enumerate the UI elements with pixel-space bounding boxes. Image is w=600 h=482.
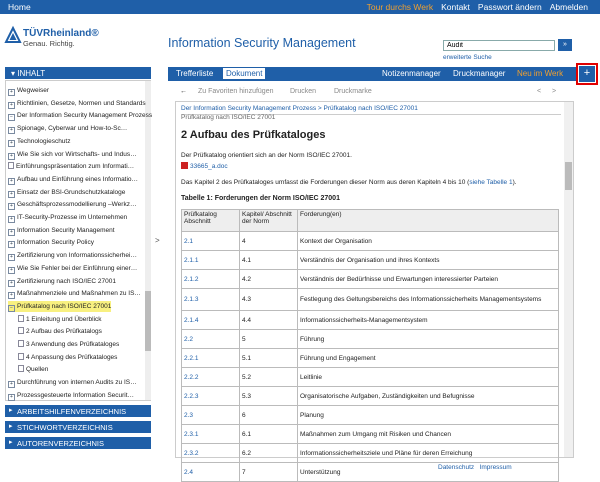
tree-scrollbar-thumb[interactable] bbox=[145, 291, 151, 351]
requirements-table bbox=[181, 209, 559, 482]
tree-item[interactable] bbox=[8, 390, 134, 401]
table-cell-link[interactable]: 2.1.1 bbox=[182, 251, 240, 270]
accordion-autoren[interactable]: ▸ AUTORENVERZEICHNIS bbox=[5, 437, 151, 449]
tree-item[interactable] bbox=[8, 123, 127, 134]
tree-item-label: IT-Security-Prozesse im Unternehmen bbox=[17, 214, 128, 221]
expand-icon[interactable]: + bbox=[8, 178, 15, 185]
table-cell: Unterstützung bbox=[298, 463, 559, 482]
privacy-link[interactable]: Datenschutz bbox=[438, 464, 475, 471]
tree-item[interactable] bbox=[8, 149, 137, 160]
tree-item[interactable] bbox=[8, 225, 115, 236]
page-title: Information Security Management bbox=[168, 36, 356, 50]
tree-item-label: Richtlinien, Gesetze, Normen und Standards bbox=[17, 99, 146, 107]
accordion-arbeitshilfen[interactable]: ▸ ARBEITSHILFENVERZEICHNIS bbox=[5, 405, 151, 417]
chapter-text bbox=[181, 179, 517, 186]
document-icon[interactable] bbox=[18, 365, 24, 372]
table-row bbox=[182, 387, 559, 406]
table-cell: 4.3 bbox=[240, 289, 298, 311]
expand-icon[interactable]: + bbox=[8, 241, 15, 248]
table-row bbox=[182, 406, 559, 425]
add-plus-button[interactable]: + bbox=[579, 66, 595, 82]
tree-item-label: Wie Sie Fehler bei der Einführung einer… bbox=[17, 264, 138, 272]
breadcrumb[interactable]: Der Information Security Management Prozess > Prüfkatalog nach ISO/IEC 27001 bbox=[181, 105, 418, 112]
table-cell: 5.1 bbox=[240, 349, 298, 368]
document-icon[interactable] bbox=[8, 162, 14, 169]
panel-splitter-icon[interactable]: > bbox=[155, 236, 160, 245]
table-cell: 5.2 bbox=[240, 368, 298, 387]
tree-item[interactable] bbox=[18, 314, 102, 325]
tree-item-label: 4 Anpassung des Prüfkataloges bbox=[26, 353, 118, 361]
table-cell: 4.1 bbox=[240, 251, 298, 270]
table-cell-link[interactable]: 2.2 bbox=[182, 330, 240, 349]
tree-item[interactable] bbox=[18, 326, 102, 337]
add-favorites-button[interactable]: Zu Favoriten hinzufügen bbox=[198, 88, 274, 95]
table-row bbox=[182, 311, 559, 330]
document-icon[interactable] bbox=[18, 353, 24, 360]
tree-item-label: 3 Anwendung des Prüfkataloges bbox=[26, 341, 120, 348]
change-password-link[interactable]: Passwort ändern bbox=[477, 2, 542, 12]
tree-item-label: Der Information Security Management Prozess bbox=[17, 112, 153, 120]
expand-icon[interactable]: + bbox=[8, 229, 15, 236]
table-cell: Leitlinie bbox=[298, 368, 559, 387]
document-tab-bar bbox=[168, 67, 577, 81]
table-cell: 5.3 bbox=[240, 387, 298, 406]
tab-print-manager[interactable]: Druckmanager bbox=[453, 69, 506, 78]
tab-results[interactable]: Trefferliste bbox=[176, 69, 214, 78]
tree-item-label: Prozessgesteuerte Information Securit… bbox=[17, 391, 135, 399]
table-header: Forderung(en) bbox=[298, 210, 559, 232]
table-row bbox=[182, 444, 559, 463]
table-cell: Verständnis der Organisation und ihres Kontexts bbox=[298, 251, 559, 270]
collapse-icon: ▾ bbox=[11, 69, 16, 78]
tree-item-label: Technologieschutz bbox=[17, 137, 71, 145]
tree-item[interactable] bbox=[8, 377, 137, 388]
table-cell: Kontext der Organisation bbox=[298, 232, 559, 251]
table-row bbox=[182, 289, 559, 311]
tab-notes-manager[interactable]: Notizenmanager bbox=[382, 69, 441, 78]
table-of-contents-tree bbox=[5, 80, 151, 401]
imprint-link[interactable]: Impressum bbox=[479, 464, 512, 471]
collapse-icon[interactable]: − bbox=[8, 305, 15, 312]
chapter-text-end: ). bbox=[512, 179, 517, 186]
table-header: Prüfkatalog Abschnitt bbox=[182, 210, 240, 232]
pdf-link-label: 33665_a.doc bbox=[190, 163, 228, 170]
tree-item-label: Zertifizierung nach ISO/IEC 27001 bbox=[17, 277, 116, 285]
tree-scrollbar[interactable] bbox=[145, 81, 151, 400]
bookmark-button[interactable]: Druckmarke bbox=[334, 88, 372, 95]
tree-item-label: Wegweiser bbox=[17, 87, 50, 94]
table-cell-link[interactable]: 2.1.4 bbox=[182, 311, 240, 330]
table-row bbox=[182, 425, 559, 444]
cut-off-text-line: Prüfkatalog nach ISO/IEC 27001 bbox=[181, 114, 276, 121]
table-cell: Organisatorische Aufgaben, Zuständigkeiten und Befugnisse bbox=[298, 387, 559, 406]
tree-item[interactable] bbox=[8, 187, 125, 198]
advanced-search-link[interactable]: erweiterte Suche bbox=[443, 54, 492, 61]
top-navigation-bar bbox=[0, 0, 600, 14]
tree-item-label: Maßnahmenziele und Maßnahmen zu IS… bbox=[17, 290, 141, 298]
table-row bbox=[182, 330, 559, 349]
table-row bbox=[182, 232, 559, 251]
document-heading: 2 Aufbau des Prüfkataloges bbox=[181, 129, 326, 141]
logout-link[interactable]: Abmelden bbox=[549, 2, 588, 12]
expand-icon[interactable]: + bbox=[8, 203, 15, 210]
tree-item-label: Prüfkatalog nach ISO/IEC 27001 bbox=[17, 302, 112, 310]
tree-item[interactable] bbox=[8, 288, 141, 299]
table-row bbox=[182, 368, 559, 387]
tab-new-in-work[interactable]: Neu im Werk bbox=[517, 69, 564, 78]
table-cell: Maßnahmen zum Umgang mit Risiken und Chancen bbox=[298, 425, 559, 444]
tree-item[interactable] bbox=[8, 301, 111, 312]
table-cell-link[interactable]: 2.2.3 bbox=[182, 387, 240, 406]
table-cell: 4.4 bbox=[240, 311, 298, 330]
expand-icon[interactable]: + bbox=[8, 89, 15, 96]
prev-page-icon[interactable]: < bbox=[537, 88, 542, 95]
tree-item-label: Wie Sie sich vor Wirtschafts- und Indus… bbox=[17, 150, 137, 158]
search-button[interactable]: » bbox=[558, 39, 572, 51]
expand-icon[interactable]: + bbox=[8, 254, 15, 261]
collapse-icon[interactable]: − bbox=[8, 114, 15, 121]
table-cell: 5 bbox=[240, 330, 298, 349]
table-row bbox=[182, 349, 559, 368]
expand-icon[interactable]: + bbox=[8, 381, 15, 388]
table-cell: Informationssicherheitsziele und Pläne für deren Erreichung bbox=[298, 444, 559, 463]
search-input[interactable] bbox=[443, 40, 555, 51]
tree-item-label: Spionage, Cyberwar und How-to-Sc… bbox=[17, 125, 128, 133]
expand-icon[interactable]: + bbox=[8, 153, 15, 160]
logo-name: TÜVRheinland® bbox=[23, 28, 99, 39]
tuv-logo[interactable] bbox=[5, 25, 125, 51]
accordion-stichwort[interactable]: ▸ STICHWORTVERZEICHNIS bbox=[5, 421, 151, 433]
document-icon[interactable] bbox=[18, 327, 24, 334]
pdf-download-link[interactable] bbox=[181, 162, 228, 170]
back-arrow-icon[interactable]: ← bbox=[180, 88, 187, 95]
tree-item[interactable] bbox=[18, 364, 48, 375]
table-cell: Führung bbox=[298, 330, 559, 349]
next-page-icon[interactable]: > bbox=[552, 88, 557, 95]
table-cell: 4 bbox=[240, 232, 298, 251]
tree-item[interactable] bbox=[8, 250, 137, 261]
table-cell: Führung und Engagement bbox=[298, 349, 559, 368]
table-row bbox=[182, 270, 559, 289]
table-reference-link[interactable]: siehe Tabelle 1 bbox=[469, 179, 513, 186]
tree-item[interactable] bbox=[8, 161, 134, 172]
tree-item[interactable] bbox=[8, 263, 137, 274]
expand-icon[interactable]: + bbox=[8, 191, 15, 198]
table-cell: 6.1 bbox=[240, 425, 298, 444]
tree-item[interactable] bbox=[18, 339, 119, 350]
expand-icon[interactable]: + bbox=[8, 216, 15, 223]
top-right-links bbox=[367, 2, 588, 12]
tree-item[interactable] bbox=[18, 352, 117, 363]
tree-item-label: Information Security Policy bbox=[17, 239, 94, 247]
sidebar-heading-label: INHALT bbox=[17, 69, 46, 78]
table-row bbox=[182, 251, 559, 270]
document-toolbar bbox=[168, 85, 577, 99]
table-cell-link[interactable]: 2.4 bbox=[182, 463, 240, 482]
pdf-icon bbox=[181, 162, 188, 169]
tree-item[interactable] bbox=[8, 276, 116, 287]
document-icon[interactable] bbox=[18, 340, 24, 347]
table-cell-link[interactable]: 2.2.2 bbox=[182, 368, 240, 387]
expand-icon[interactable]: + bbox=[8, 394, 15, 401]
expand-icon[interactable]: + bbox=[8, 127, 15, 134]
table-cell-link[interactable]: 2.2.1 bbox=[182, 349, 240, 368]
footer-links bbox=[438, 464, 512, 471]
print-button[interactable]: Drucken bbox=[290, 88, 317, 95]
triangle-logo-icon bbox=[5, 27, 21, 43]
tree-item-label: Geschäftsprozessmodellierung –Werkz… bbox=[17, 201, 137, 209]
table-cell: Informationssicherheits-Managementsystem bbox=[298, 311, 559, 330]
tree-item[interactable] bbox=[8, 199, 136, 210]
tree-item[interactable] bbox=[8, 136, 70, 147]
expand-icon[interactable]: + bbox=[8, 102, 15, 109]
chapter-text-main: Das Kapitel 2 des Prüfkataloges umfasst die Forderungen dieser Norm aus deren Kapiteln 4 bis 10 ( bbox=[181, 179, 470, 186]
table-cell: Verständnis der Bedürfnisse und Erwartungen interessierter Parteien bbox=[298, 270, 559, 289]
table-caption: Tabelle 1: Forderungen der Norm ISO/IEC 27001 bbox=[181, 195, 340, 202]
content-scrollbar-thumb[interactable] bbox=[565, 162, 572, 190]
table-cell-link[interactable]: 2.1.2 bbox=[182, 270, 240, 289]
tree-item-label: Einführungspräsentation zum Informati… bbox=[16, 163, 135, 171]
table-cell-link[interactable]: 2.3.2 bbox=[182, 444, 240, 463]
tree-item[interactable] bbox=[8, 237, 94, 248]
expand-icon[interactable]: + bbox=[8, 280, 15, 287]
tree-item-label: Einsatz der BSI-Grundschutzkataloge bbox=[17, 188, 126, 196]
table-header: Kapitel/ Abschnitt der Norm bbox=[240, 210, 298, 232]
table-cell: 6 bbox=[240, 406, 298, 425]
tree-item[interactable] bbox=[8, 110, 152, 121]
tab-document[interactable]: Dokument bbox=[223, 68, 265, 79]
tree-item-label: Durchführung von internen Audits zu IS… bbox=[17, 379, 137, 387]
table-cell-link[interactable]: 2.1 bbox=[182, 232, 240, 251]
expand-icon[interactable]: + bbox=[8, 267, 15, 274]
table-cell-link[interactable]: 2.3.1 bbox=[182, 425, 240, 444]
tree-item[interactable] bbox=[8, 85, 49, 96]
tree-item-label: Aufbau und Einführung eines Informatio… bbox=[17, 175, 139, 183]
table-cell: Festlegung des Geltungsbereichs des Informationssicherheits Managementsystems bbox=[298, 289, 559, 311]
table-cell: Planung bbox=[298, 406, 559, 425]
tree-item-label: Quellen bbox=[26, 366, 49, 374]
tree-item[interactable] bbox=[8, 174, 138, 185]
table-cell-link[interactable]: 2.1.3 bbox=[182, 289, 240, 311]
table-cell: 4.2 bbox=[240, 270, 298, 289]
tree-item-label: Zertifizierung von Informationssicherhei… bbox=[17, 252, 137, 260]
tree-item-label: 2 Aufbau des Prüfkatalogs bbox=[26, 328, 102, 336]
content-scrollbar[interactable] bbox=[564, 102, 573, 457]
tour-link[interactable]: Tour durchs Werk bbox=[366, 2, 434, 12]
tree-item[interactable] bbox=[8, 98, 146, 109]
expand-icon[interactable]: + bbox=[8, 292, 15, 299]
table-cell-link[interactable]: 2.3 bbox=[182, 406, 240, 425]
table-cell: 6.2 bbox=[240, 444, 298, 463]
tree-item-label: Information Security Management bbox=[17, 226, 115, 234]
tree-item-label: 1 Einleitung und Überblick bbox=[26, 315, 102, 323]
document-icon[interactable] bbox=[18, 315, 24, 322]
sidebar-heading-inhalt[interactable] bbox=[5, 67, 151, 79]
intro-text: Der Prüfkatalog orientiert sich an der Norm ISO/IEC 27001. bbox=[181, 152, 352, 159]
logo-tagline: Genau. Richtig. bbox=[23, 39, 75, 48]
home-link[interactable]: Home bbox=[8, 2, 31, 12]
expand-icon[interactable]: + bbox=[8, 140, 15, 147]
table-cell: 7 bbox=[240, 463, 298, 482]
contact-link[interactable]: Kontakt bbox=[441, 2, 470, 12]
tree-item[interactable] bbox=[8, 212, 127, 223]
